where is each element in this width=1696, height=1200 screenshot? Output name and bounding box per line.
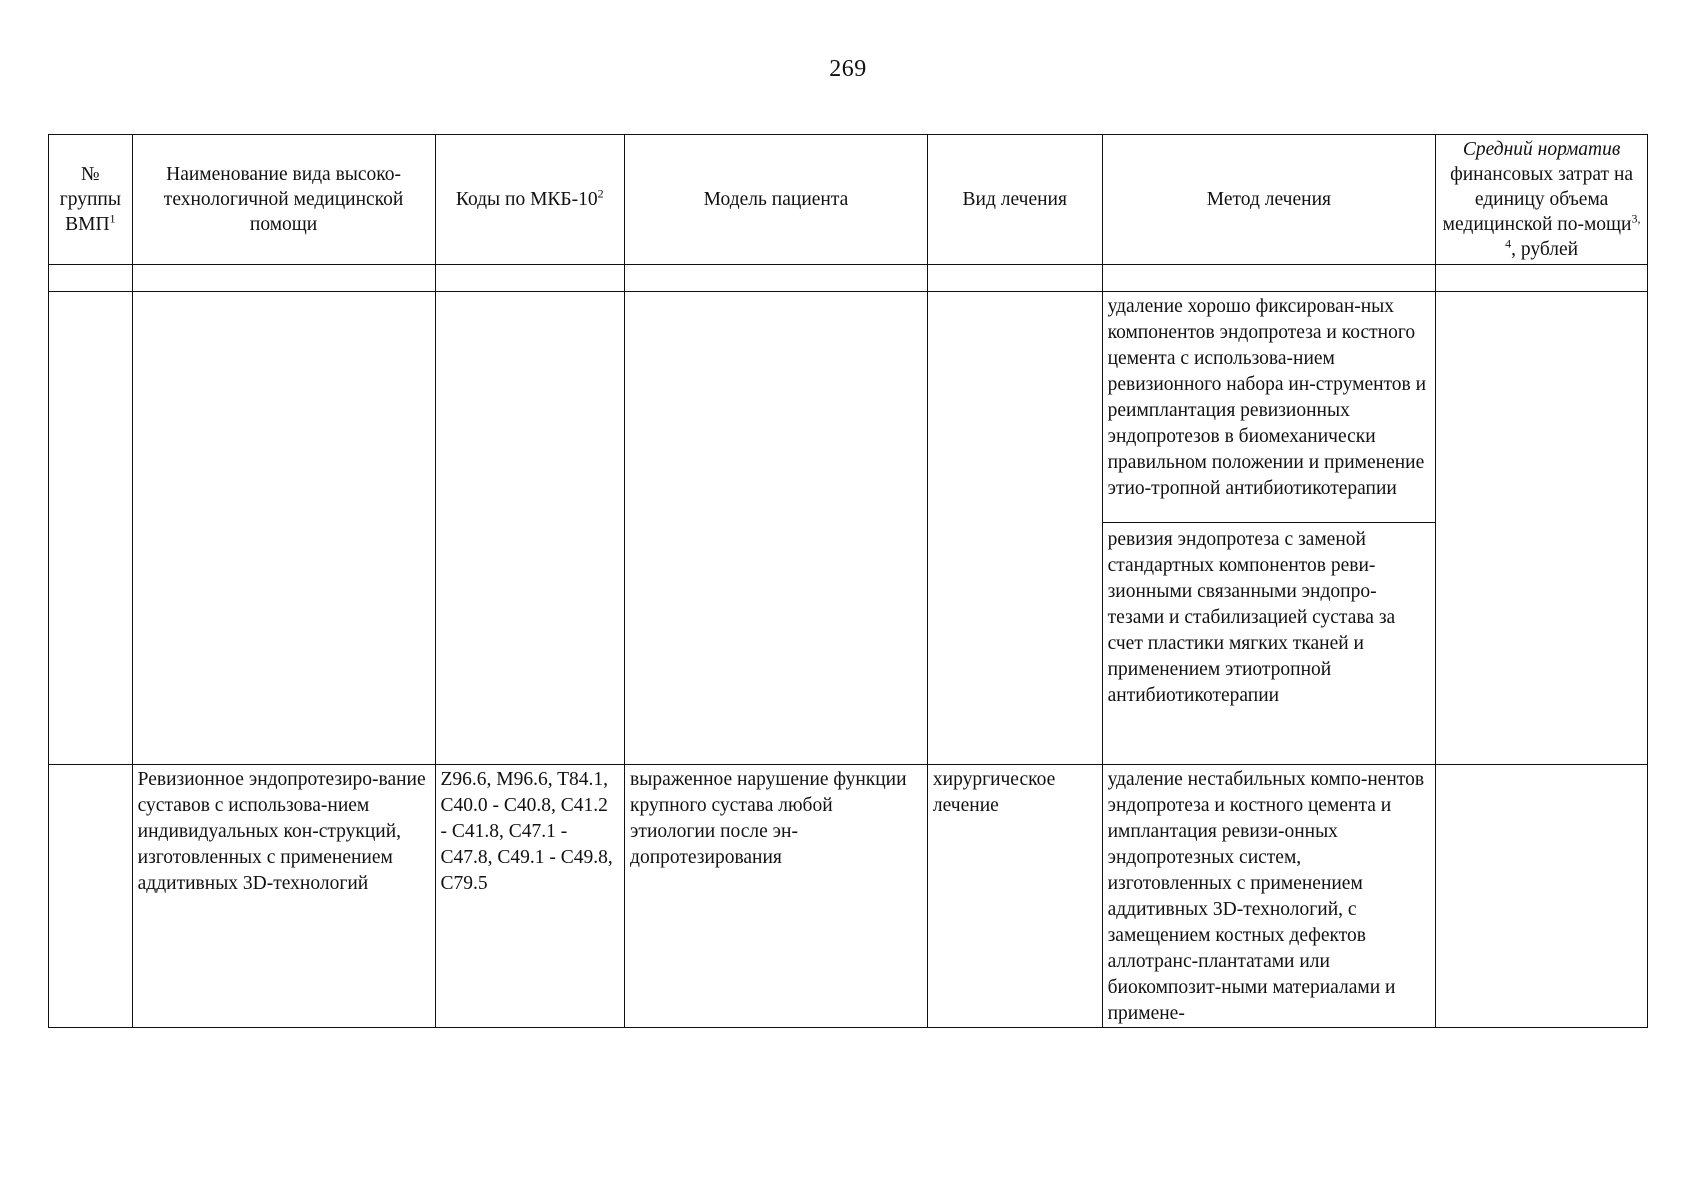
header-method: Метод лечения — [1102, 135, 1436, 265]
cell-codes: Z96.6, M96.6, T84.1, C40.0 - C40.8, C41.2 - C41.8, C47.1 - C47.8, C49.1 - C49.8, C79.5 — [435, 765, 625, 1028]
spacer-row — [49, 265, 1648, 292]
header-cost: Средний норматив финансовых затрат на единицу объема медицинской по-мощи$^{3, 4}$, рублей — [1436, 135, 1648, 265]
cell-name: Ревизионное эндопротезиро-вание суставов с использова-нием индивидуальных кон-струкций, изготовленных с применением аддитивных 3D-технологий — [132, 765, 435, 1028]
header-patient-model: Модель пациента — [625, 135, 928, 265]
cell-patient-model — [625, 292, 928, 765]
header-name: Наименование вида высоко-технологичной медицинской помощи — [132, 135, 435, 265]
cell-cost — [1436, 292, 1648, 765]
vmp-table — [48, 134, 1648, 1028]
cell-method — [1102, 292, 1436, 765]
header-group-no: № группы ВМП$^1$ — [49, 135, 133, 265]
cell-group-no — [49, 765, 133, 1028]
cell-patient-model: выраженное нарушение функции крупного сустава любой этиологии после эн-допротезирования — [625, 765, 928, 1028]
cell-cost — [1436, 765, 1648, 1028]
page-number: 269 — [829, 56, 867, 82]
method-item: ревизия эндопротеза с заменой стандартных компонентов реви-зионными связанными эндопро-тезами и стабилизацией сустава за счет пластики мягких тканей и применением этиотропной антибиотикотерапии — [1107, 529, 1396, 706]
cell-name — [132, 292, 435, 765]
table-row — [49, 765, 1648, 1028]
method-item: удаление хорошо фиксирован-ных компонентов эндопротеза и костного цемента с использова-нием ревизионного набора ин-струментов и реимплантация ревизионных эндопротезов в биомеханически правильном положении и применение этио-тропной антибиотикотерапии — [1103, 294, 1436, 523]
cell-codes — [435, 292, 625, 765]
header-treatment-type: Вид лечения — [927, 135, 1102, 265]
table-row — [49, 292, 1648, 765]
cell-treatment-type: хирургическое лечение — [927, 765, 1102, 1028]
header-codes: Коды по МКБ-$10^2$ — [435, 135, 625, 265]
cell-treatment-type — [927, 292, 1102, 765]
header-row — [49, 135, 1648, 265]
cell-method: удаление нестабильных компо-нентов эндопротеза и костного цемента и имплантация ревизи-онных эндопротезных систем, изготовленных с применением аддитивных 3D-технологий, с замещением костных дефектов аллотранс-плантатами или биокомпозит-ными материалами и примене- — [1102, 765, 1436, 1028]
cell-group-no — [49, 292, 133, 765]
